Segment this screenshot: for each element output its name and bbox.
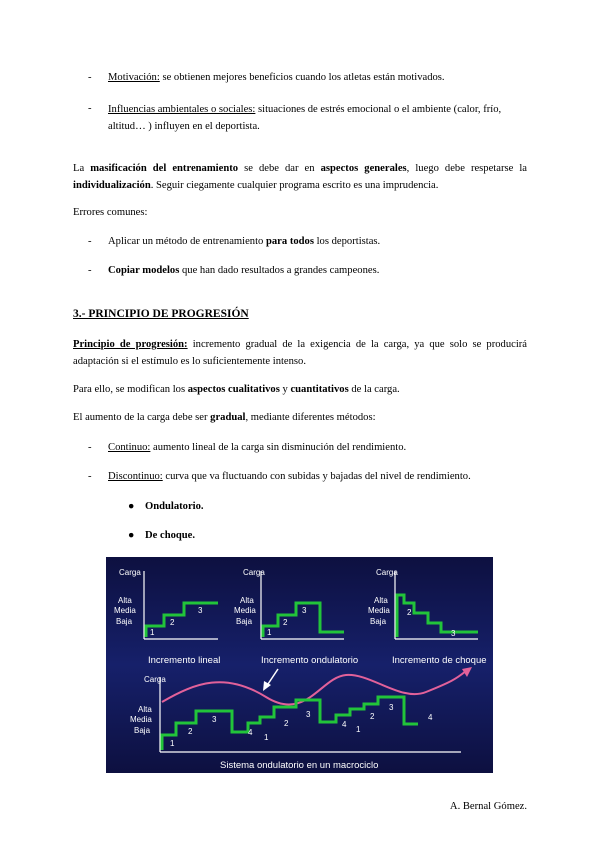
step-number: 2 bbox=[188, 727, 193, 736]
level-baja: Baja bbox=[134, 726, 151, 735]
step-number: 2 bbox=[407, 608, 412, 617]
axis-label: Carga bbox=[119, 568, 141, 577]
level-baja: Baja bbox=[236, 617, 253, 626]
step-number: 1 bbox=[267, 628, 272, 637]
level-baja: Baja bbox=[370, 617, 387, 626]
text-span: . Seguir ciegamente cualquier programa escrito es una imprudencia. bbox=[150, 180, 439, 191]
step-number: 2 bbox=[370, 712, 375, 721]
step-number: 3 bbox=[389, 703, 394, 712]
step-number: 1 bbox=[150, 628, 155, 637]
bold-aspectos-generales: aspectos generales bbox=[320, 163, 407, 174]
list-dash: - bbox=[88, 103, 92, 114]
list-dash: - bbox=[88, 442, 92, 453]
text-span: y bbox=[279, 384, 291, 395]
axis-label: Carga bbox=[243, 568, 265, 577]
bold-cualitativos: aspectos cualitativos bbox=[187, 384, 280, 395]
paragraph-aspectos bbox=[73, 382, 527, 397]
bullet-dot-icon: ● bbox=[128, 501, 135, 512]
step-number: 3 bbox=[212, 715, 217, 724]
footer-author: A. Bernal Gómez. bbox=[449, 801, 527, 812]
term-influencias: Influencias ambientales o sociales: bbox=[108, 104, 256, 115]
text-discontinuo: curva que va fluctuando con subidas y bajadas del nivel de rendimiento. bbox=[162, 471, 471, 482]
step-number: 1 bbox=[264, 733, 269, 742]
step-number: 1 bbox=[170, 739, 175, 748]
text-motivacion: se obtienen mejores beneficios cuando los atletas están motivados. bbox=[159, 72, 445, 83]
progression-figure bbox=[106, 557, 493, 773]
panel-caption: Incremento ondulatorio bbox=[261, 655, 359, 666]
list-dash: - bbox=[88, 236, 92, 247]
step-number: 1 bbox=[356, 725, 361, 734]
level-media: Media bbox=[234, 606, 256, 615]
text-span: El aumento de la carga debe ser bbox=[73, 412, 211, 423]
paragraph-progresion bbox=[73, 336, 527, 370]
list-dash: - bbox=[88, 265, 92, 276]
text-span: La bbox=[73, 163, 91, 174]
level-alta: Alta bbox=[118, 596, 132, 605]
panel-caption: Incremento de choque bbox=[392, 655, 487, 666]
text-span: se debe dar en bbox=[238, 163, 321, 174]
level-media: Media bbox=[114, 606, 136, 615]
bottom-caption: Sistema ondulatorio en un macrociclo bbox=[220, 760, 379, 771]
level-alta: Alta bbox=[240, 596, 254, 605]
level-alta: Alta bbox=[138, 705, 152, 714]
bullet-dot-icon: ● bbox=[128, 530, 135, 541]
level-media: Media bbox=[130, 715, 152, 724]
step-number: 3 bbox=[302, 606, 307, 615]
step-number: 4 bbox=[248, 728, 253, 737]
step-number: 4 bbox=[342, 720, 347, 729]
term-motivacion: Motivación: bbox=[108, 72, 160, 83]
text-continuo: aumento lineal de la carga sin disminución del rendimiento. bbox=[150, 442, 407, 453]
term-discontinuo: Discontinuo: bbox=[108, 471, 163, 482]
bold-masificacion: masificación del entrenamiento bbox=[90, 163, 239, 174]
step-number: 2 bbox=[284, 719, 289, 728]
level-baja: Baja bbox=[116, 617, 133, 626]
panel-caption: Incremento lineal bbox=[148, 655, 221, 666]
bold-gradual: gradual bbox=[210, 412, 246, 423]
bullet-label: Ondulatorio. bbox=[145, 501, 204, 512]
term-progresion: Principio de progresión: bbox=[73, 339, 188, 350]
list-dash: - bbox=[88, 471, 92, 482]
term-continuo: Continuo: bbox=[108, 442, 151, 453]
bold-para-todos: para todos bbox=[265, 236, 314, 247]
bold-cuantitativos: cuantitativos bbox=[290, 384, 349, 395]
text-span: Para ello, se modifican los bbox=[73, 384, 188, 395]
text-span: los deportistas. bbox=[313, 236, 381, 247]
step-number: 2 bbox=[170, 618, 175, 627]
bold-copiar-modelos: Copiar modelos bbox=[108, 265, 180, 276]
bullet-label: De choque. bbox=[145, 530, 196, 541]
step-number: 2 bbox=[283, 618, 288, 627]
step-number: 3 bbox=[451, 629, 456, 638]
errores-label: Errores comunes: bbox=[73, 207, 148, 218]
text-span: que han dado resultados a grandes campeones. bbox=[179, 265, 380, 276]
text-span: Aplicar un método de entrenamiento bbox=[108, 236, 266, 247]
text-influencias: situaciones de estrés emocional o el ambiente (calor, frío, altitud… ) influyen en el deportista. bbox=[108, 104, 502, 132]
level-media: Media bbox=[368, 606, 390, 615]
text-progresion: incremento gradual de la exigencia de la carga, ya que solo se producirá adaptación si el estímulo es lo suficientemente intenso. bbox=[73, 339, 528, 367]
paragraph-masificacion bbox=[73, 160, 527, 194]
step-number: 4 bbox=[428, 713, 433, 722]
list-dash: - bbox=[88, 72, 92, 83]
text-span: , luego debe respetarse la bbox=[406, 163, 527, 174]
section-heading: 3.- PRINCIPIO DE PROGRESIÓN bbox=[73, 308, 249, 320]
paragraph-aumento bbox=[73, 410, 527, 425]
text-span: , mediante diferentes métodos: bbox=[245, 412, 376, 423]
level-alta: Alta bbox=[374, 596, 388, 605]
axis-label: Carga bbox=[376, 568, 398, 577]
bold-individualizacion: individualización bbox=[73, 180, 151, 191]
step-number: 3 bbox=[306, 710, 311, 719]
step-number: 3 bbox=[198, 606, 203, 615]
text-span: de la carga. bbox=[348, 384, 400, 395]
axis-label: Carga bbox=[144, 675, 166, 684]
